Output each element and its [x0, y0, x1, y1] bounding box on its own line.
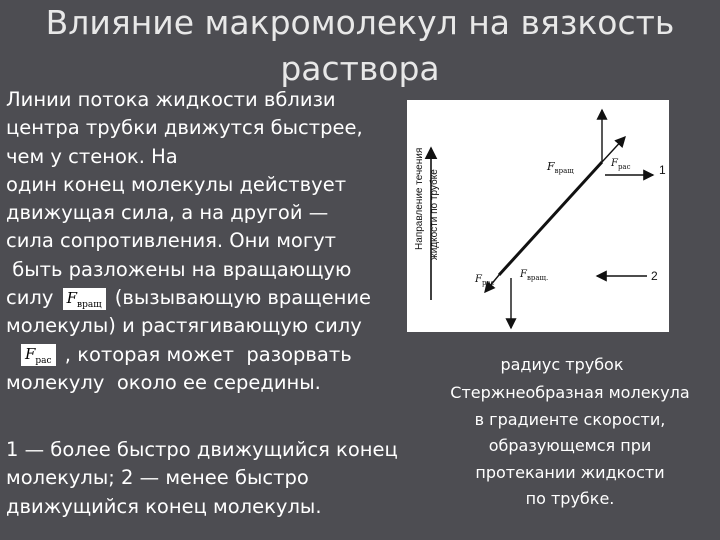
- f-rotation-label-bottom: $F_{вращ.}$: [520, 269, 549, 282]
- caption-radius: радиус трубок: [500, 355, 624, 374]
- body-paragraph: [6, 86, 416, 397]
- figure-caption: [430, 380, 710, 513]
- body-line-break: [6, 341, 416, 369]
- body-line: центра трубки движутся быстрее,: [6, 116, 363, 140]
- f-stretch-label-bottom: $F_{рас}$: [475, 274, 495, 287]
- molecule-rod: [499, 162, 602, 275]
- caption-line: образующемся при: [488, 436, 652, 455]
- body-line: движущая сила, а на другой —: [6, 201, 329, 225]
- legend-line: молекулы; 2 — менее быстро: [6, 466, 309, 490]
- legend-line: 1 — более быстро движущийся конец: [6, 438, 398, 461]
- molecule-diagram-svg: [407, 100, 669, 332]
- f-stretch-label-top: $F_{рас}$: [611, 158, 631, 171]
- molecule-diagram: [407, 100, 669, 332]
- axis-label: Направление течения: [414, 147, 425, 250]
- end-label-2: 2: [651, 269, 658, 283]
- slide-title: [0, 0, 720, 92]
- body-line: чем у стенок. На: [6, 144, 178, 168]
- axis-label: жидкости по трубке: [429, 169, 440, 260]
- slide-title-line-1: Влияние макромолекул на вязкость: [45, 3, 675, 42]
- body-line-force: [6, 284, 416, 312]
- body-line: сила сопротивления. Они могут: [6, 229, 337, 253]
- body-line: быть разложены на вращающую: [6, 257, 352, 281]
- f-rotation-symbol: $F_{вращ}$: [63, 288, 106, 310]
- body-text-fragment: силу: [6, 286, 60, 310]
- body-line: Линии потока жидкости вблизи: [6, 88, 336, 111]
- slide-title-line-2: раствора: [280, 49, 440, 88]
- body-line: один конец молекулы действует: [6, 172, 347, 196]
- caption-line: Стержнеобразная молекула: [450, 383, 690, 402]
- body-line: молекулу около ее середины.: [6, 370, 321, 394]
- caption-line: в градиенте скорости,: [474, 409, 666, 429]
- end-label-1: 1: [659, 163, 666, 177]
- caption-line: по трубке.: [525, 489, 615, 508]
- f-stretch-symbol: $F_{рас}$: [21, 344, 56, 366]
- body-line: молекулы) и растягивающую силу: [6, 314, 362, 338]
- body-text-fragment: (вызывающую вращение: [108, 286, 372, 310]
- f-rotation-label-top: $F_{вращ}$: [547, 160, 574, 175]
- caption-line: протекании жидкости: [475, 462, 665, 482]
- legend-paragraph: [6, 436, 446, 521]
- body-text-fragment: , которая может разорвать: [58, 342, 352, 366]
- legend-line: движущийся конец молекулы.: [6, 494, 322, 518]
